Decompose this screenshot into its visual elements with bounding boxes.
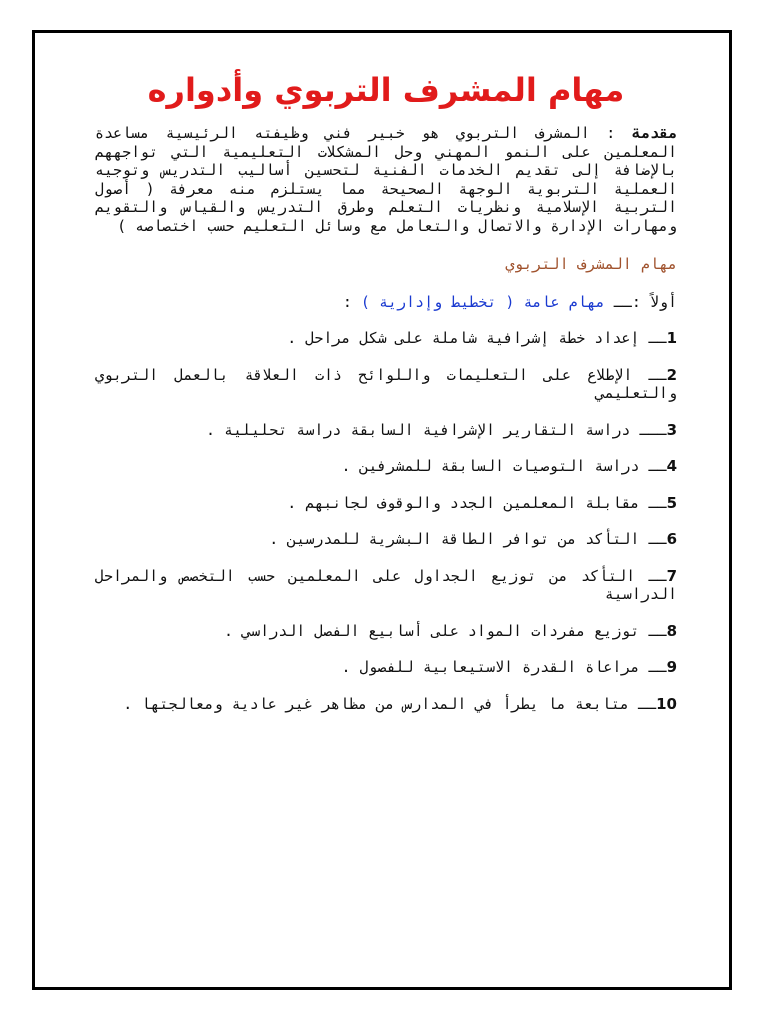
task-text: ــ مقابلة المعلمين الجدد والوقوف لجانبهم . [287,493,667,512]
task-number: 6 [666,530,677,548]
task-item [95,695,677,714]
task-text: ــ دراسة التوصيات السابقة للمشرفين . [341,457,667,475]
document-title: مهام المشرف التربوي وأدواره [147,71,625,109]
section-heading: مهام المشرف التربوي [505,255,677,273]
task-item [95,366,677,403]
task-item [95,530,677,549]
task-item [95,329,677,348]
task-number: 3 [666,420,677,439]
task-item [95,421,677,440]
task-number: 2 [666,365,677,384]
intro-text: : المشرف التربوي هو خبير فني وظيفته الرئيسية مساعدة المعلمين على النمو المهني وحل المشكلات التعليمية التي تواجههم بالإضافة إلى تقديم الخدمات الفنية لتحسين أساليب التدريس وتوجيه العملية التربوية الوجهة الصحيحة مما يستلزم منه معرفة ( أصول التربية الإسلامية ونظريات التعلم وطرق التدريس والقياس والتقويم ومهارات الإدارة والاتصال والتعامل مع وسائل التعليم حسب اختصاصه ) [95,124,677,235]
intro-label: مقدمة [631,124,677,142]
document-body [95,70,677,731]
task-text: ــ توزيع مفردات المواد على أسابيع الفصل الدراسي . [224,621,667,640]
intro-paragraph [95,124,677,235]
task-text: ــ متابعة ما يطرأ في المدارس من مظاهر غير عادية ومعالجتها . [123,694,657,713]
task-list [95,329,677,713]
task-item [95,457,677,476]
task-number: 7 [666,566,677,585]
task-item [95,658,677,677]
task-item [95,622,677,641]
task-text: ــ مراعاة القدرة الاستيعابية للفصول . [341,658,667,676]
task-item [95,567,677,604]
group-prefix: أولاً :ــ [604,293,677,311]
task-text: ــ الإطلاع على التعليمات واللوائح ذات العلاقة بالعمل التربوي والتعليمي [95,365,677,402]
task-text: ــ التأكد من توافر الطاقة البشرية للمدرسين . [269,530,667,548]
task-number: 8 [666,621,677,640]
task-number: 9 [666,658,677,676]
task-text: ـــ دراسة التقارير الإشرافية السابقة دراسة تحليلية . [205,420,667,439]
group-name: مهام عامة ( تخطيط وإدارية ) [360,293,605,311]
task-text: ــ التأكد من توزيع الجداول على المعلمين حسب التخصص والمراحل الدراسية [95,566,677,603]
task-number: 1 [666,329,677,347]
task-number: 4 [666,457,677,475]
task-number: 5 [666,493,677,512]
group-suffix: : [342,293,361,311]
task-text: ــ إعداد خطة إشرافية شاملة على شكل مراحل . [287,329,667,347]
group-heading [95,293,677,311]
task-item [95,494,677,513]
task-number: 10 [656,694,677,713]
